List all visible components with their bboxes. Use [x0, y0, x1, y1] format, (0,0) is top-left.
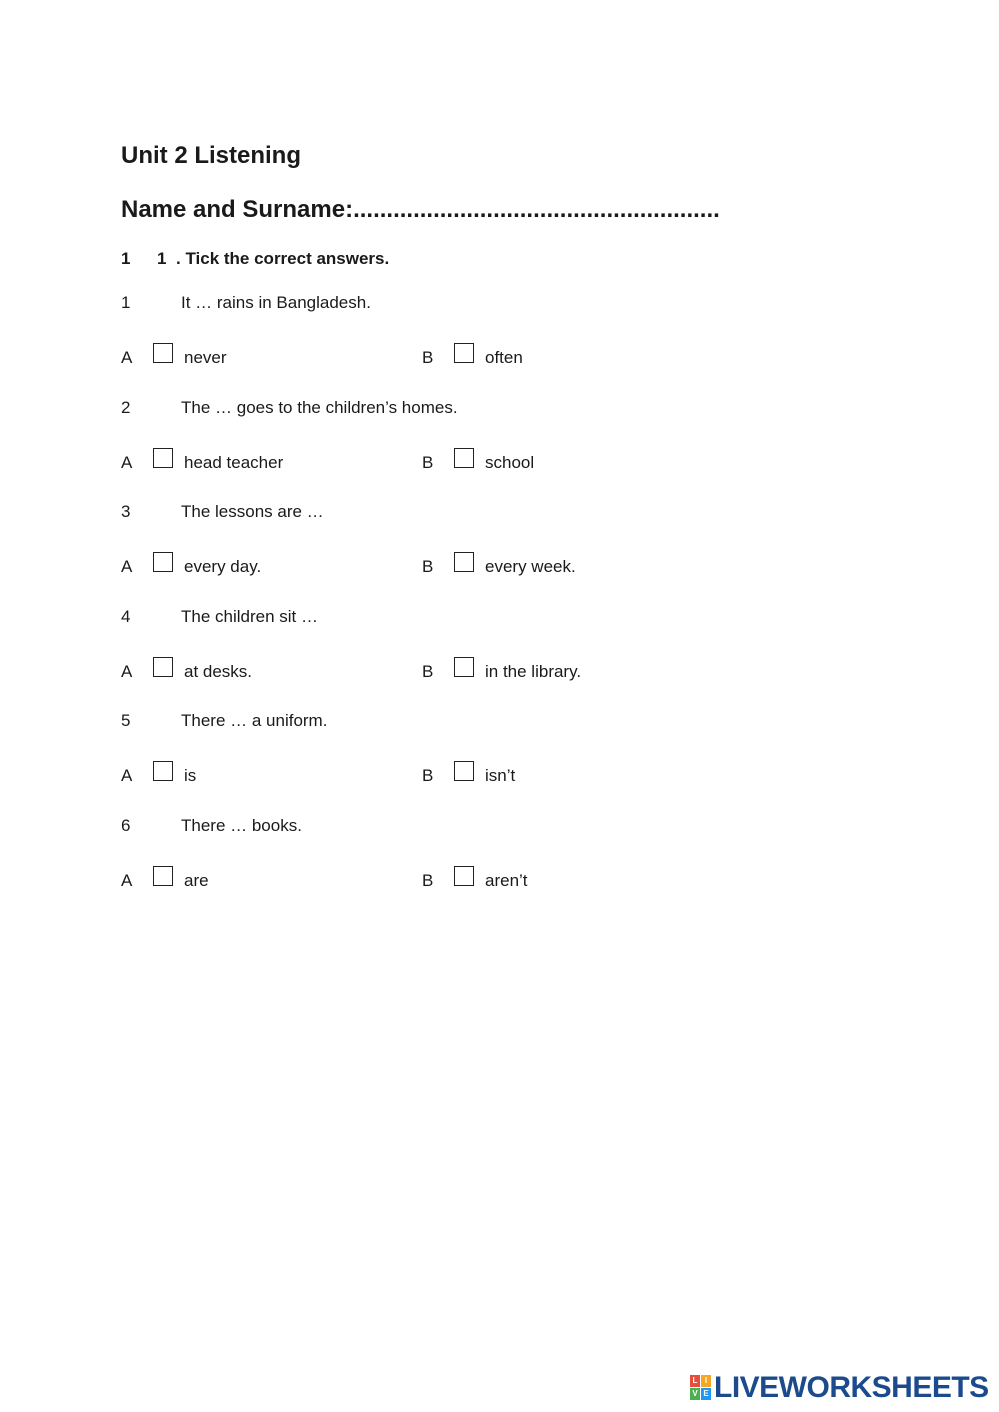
option-a-letter: A: [121, 871, 133, 890]
option-a-label: is: [184, 766, 197, 785]
logo-mark-letter: E: [701, 1388, 711, 1400]
question-text: There … books.: [181, 816, 302, 835]
option-b-label: school: [485, 453, 535, 472]
logo-mark-icon: [690, 1375, 712, 1401]
option-b-checkbox[interactable]: [454, 866, 474, 886]
option-a-checkbox[interactable]: [153, 343, 173, 363]
option-b-label: every week.: [485, 557, 576, 576]
logo-mark-letter: I: [701, 1375, 711, 1387]
option-a-letter: A: [121, 766, 133, 785]
option-a-label: never: [184, 348, 227, 367]
option-b-label: aren’t: [485, 871, 528, 890]
instruction-sub-number: 1: [157, 249, 167, 268]
question-text: There … a uniform.: [181, 711, 328, 730]
option-a-label: every day.: [184, 557, 262, 576]
worksheet-title: Unit 2 Listening: [121, 142, 301, 169]
option-b-checkbox[interactable]: [454, 343, 474, 363]
option-a-letter: A: [121, 557, 133, 576]
question-number: 2: [121, 398, 131, 417]
question-number: 5: [121, 711, 131, 730]
option-b-label: isn’t: [485, 766, 516, 785]
option-a-label: are: [184, 871, 209, 890]
option-b-checkbox[interactable]: [454, 552, 474, 572]
question-number: 6: [121, 816, 131, 835]
option-b-letter: B: [422, 453, 434, 472]
option-b-letter: B: [422, 348, 434, 367]
question-number: 3: [121, 502, 131, 521]
question-text: The lessons are …: [181, 502, 324, 521]
option-a-letter: A: [121, 453, 133, 472]
question-number: 4: [121, 607, 131, 626]
instruction-text: . Tick the correct answers.: [176, 249, 390, 268]
logo-text: LIVEWORKSHEETS: [714, 1371, 989, 1404]
option-a-checkbox[interactable]: [153, 761, 173, 781]
option-b-label: often: [485, 348, 523, 367]
logo-mark-letter: L: [690, 1375, 700, 1387]
option-b-checkbox[interactable]: [454, 761, 474, 781]
question-text: The … goes to the children’s homes.: [181, 398, 458, 417]
option-b-letter: B: [422, 766, 434, 785]
option-a-checkbox[interactable]: [153, 448, 173, 468]
name-and-surname-line: Name and Surname:.......................................................: [121, 196, 720, 223]
option-a-letter: A: [121, 662, 133, 681]
option-a-checkbox[interactable]: [153, 657, 173, 677]
option-b-label: in the library.: [485, 662, 582, 681]
option-b-letter: B: [422, 557, 434, 576]
question-text: The children sit …: [181, 607, 318, 626]
logo-mark-letter: V: [690, 1388, 700, 1400]
liveworksheets-logo: [690, 1372, 989, 1404]
question-number: 1: [121, 293, 131, 312]
option-a-letter: A: [121, 348, 133, 367]
instruction-number: 1: [121, 249, 131, 268]
option-a-label: at desks.: [184, 662, 253, 681]
option-a-checkbox[interactable]: [153, 552, 173, 572]
option-b-checkbox[interactable]: [454, 448, 474, 468]
option-b-checkbox[interactable]: [454, 657, 474, 677]
option-b-letter: B: [422, 871, 434, 890]
option-a-label: head teacher: [184, 453, 284, 472]
question-text: It … rains in Bangladesh.: [181, 293, 371, 312]
option-b-letter: B: [422, 662, 434, 681]
option-a-checkbox[interactable]: [153, 866, 173, 886]
